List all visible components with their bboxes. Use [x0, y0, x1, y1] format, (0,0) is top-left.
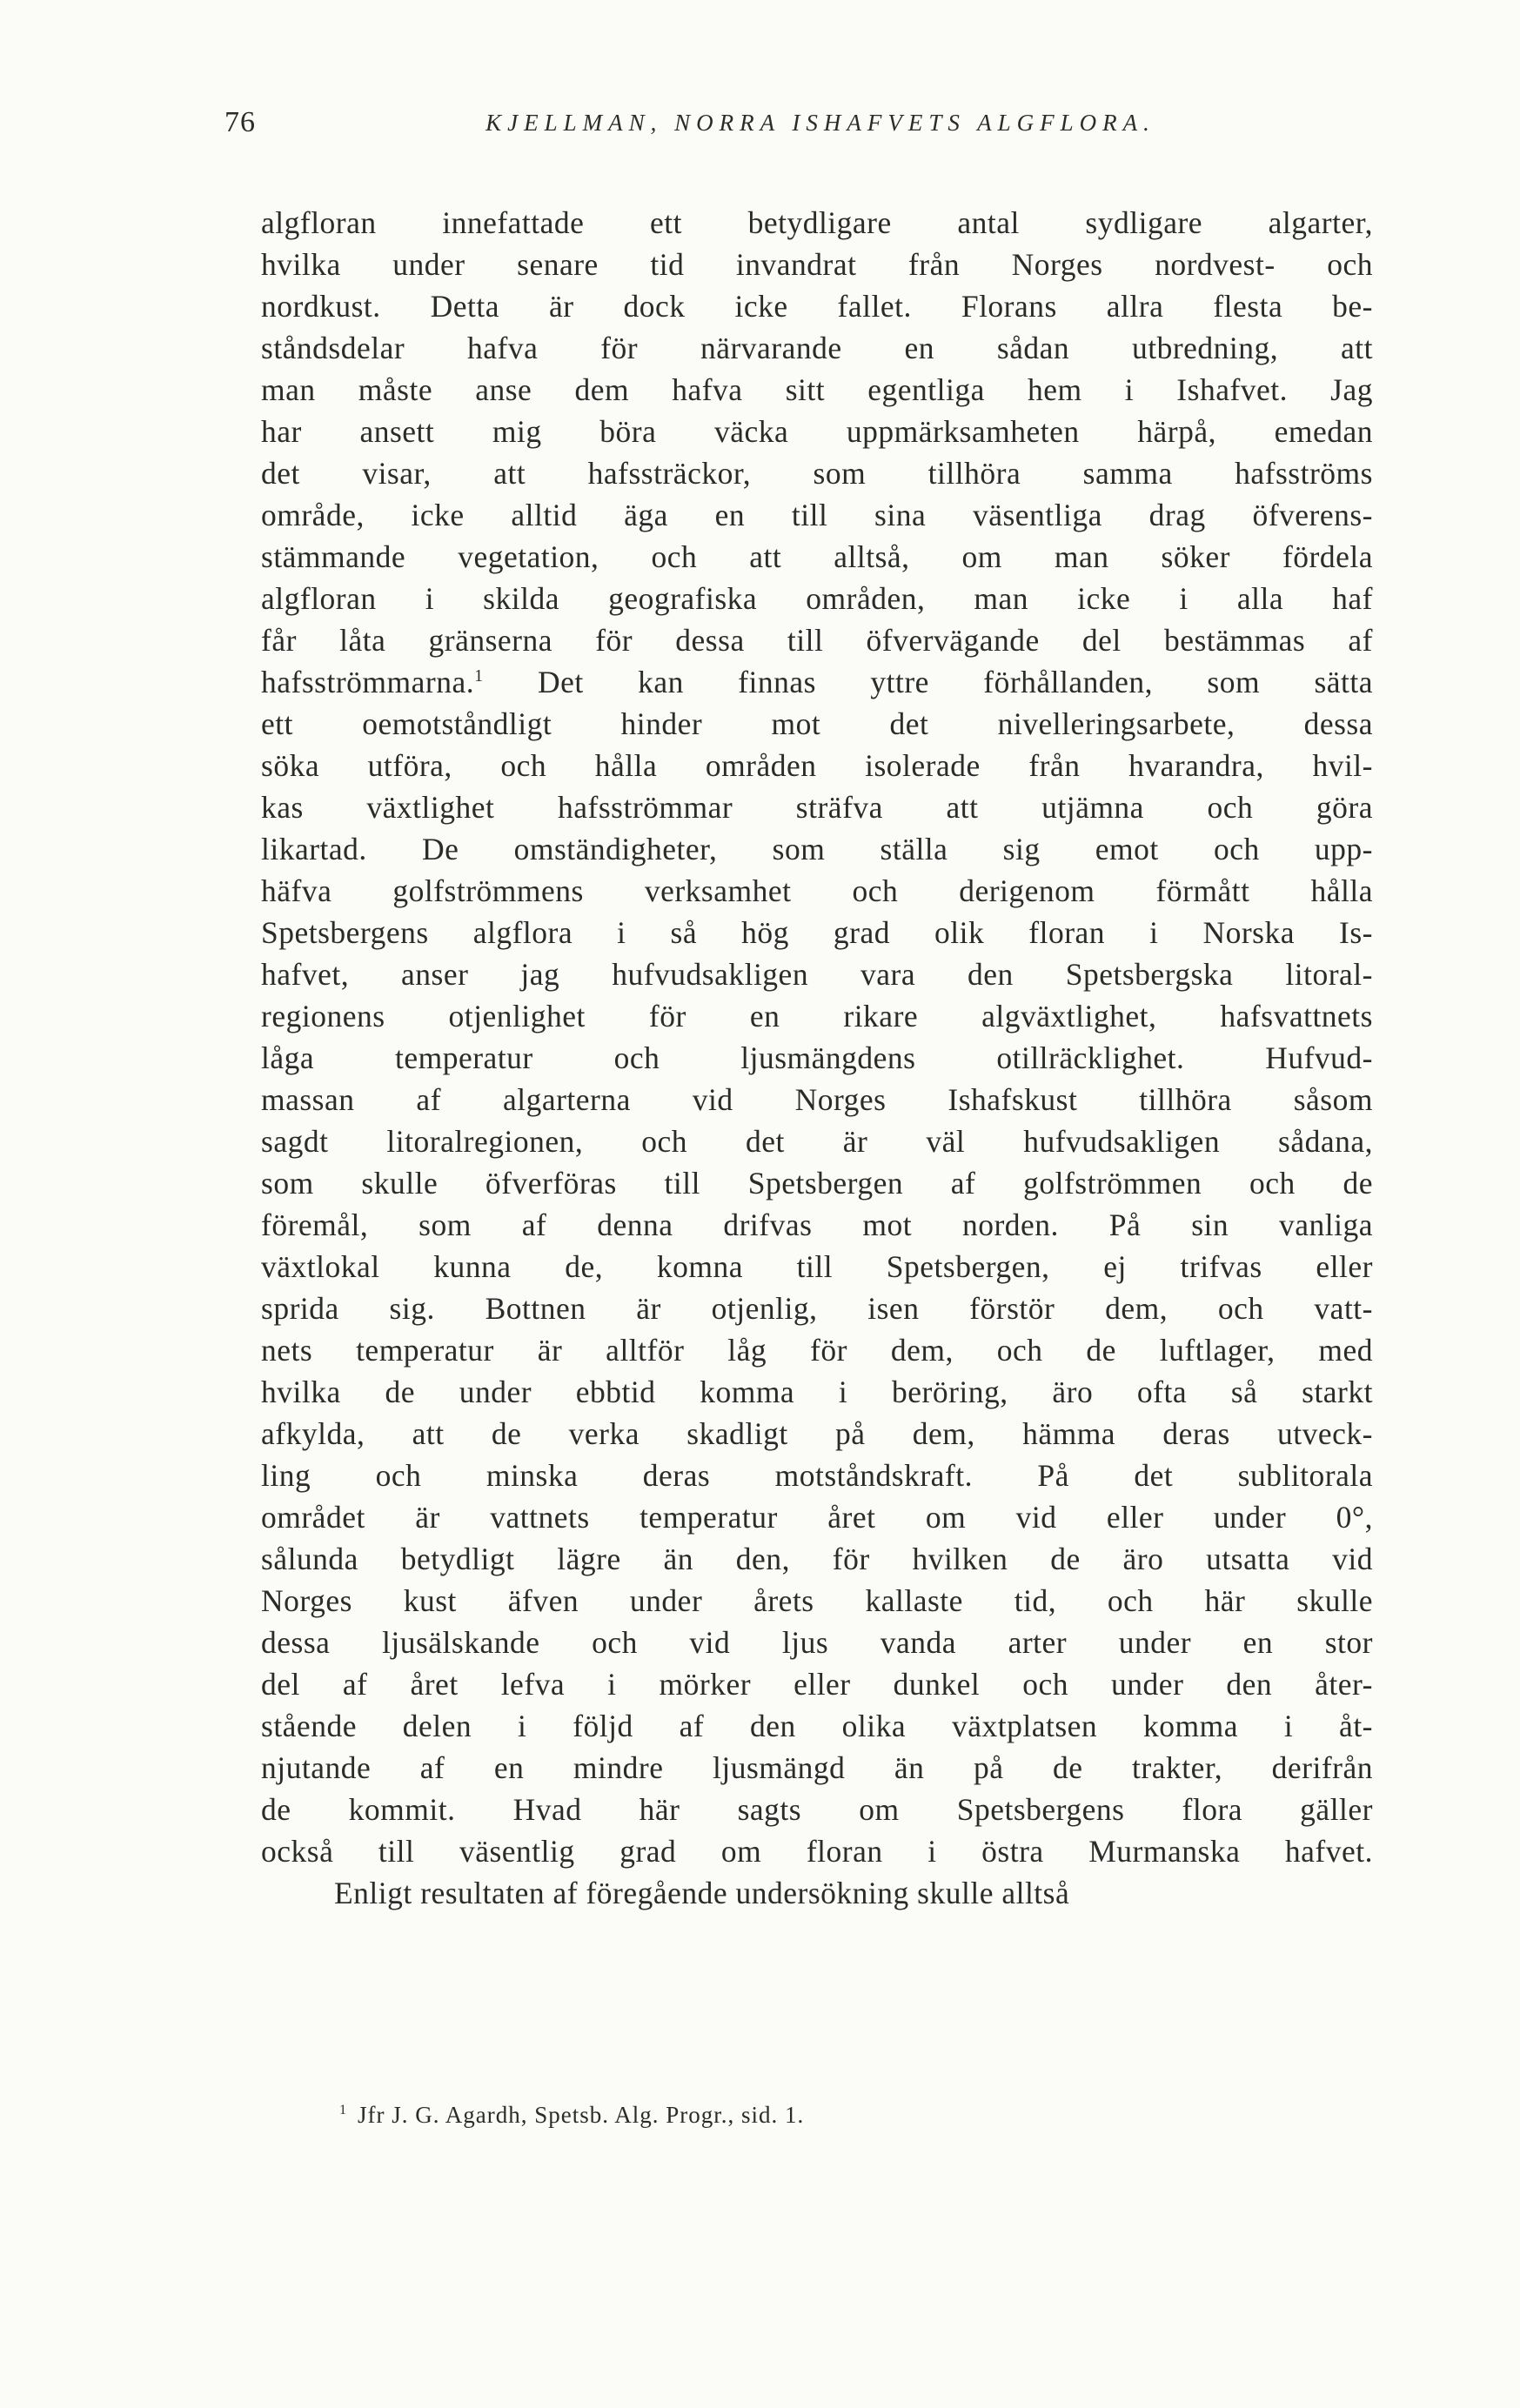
text-line: har ansett mig böra väcka uppmärksamheten härpå, emedan	[261, 414, 1373, 449]
text-line: sprida sig. Bottnen är otjenlig, isen förstör dem, och vatt-	[261, 1291, 1373, 1326]
text-line: de kommit. Hvad här sagts om Spetsbergens flora gäller	[261, 1792, 1373, 1827]
text-line: algfloran i skilda geografiska områden, man icke i alla haf	[261, 581, 1373, 616]
text-line: likartad. De omständigheter, som ställa sig emot och upp-	[261, 832, 1373, 866]
text-line: hvilka de under ebbtid komma i beröring, äro ofta så starkt	[261, 1375, 1373, 1409]
text-line: hvilka under senare tid invandrat från Norges nordvest- och	[261, 247, 1373, 282]
text-line: nordkust. Detta är dock icke fallet. Florans allra flesta be-	[261, 289, 1373, 324]
text-line: som skulle öfverföras till Spetsbergen af golfströmmen och de	[261, 1166, 1373, 1201]
text-line: växtlokal kunna de, komna till Spetsbergen, ej trifvas eller	[261, 1249, 1373, 1284]
page-header	[224, 106, 1373, 150]
running-head: KJELLMAN, NORRA ISHAFVETS ALGFLORA.	[485, 110, 1155, 136]
footnote	[339, 2102, 804, 2129]
text-line: häfva golfströmmens verksamhet och derigenom förmått hålla	[261, 873, 1373, 908]
text-segment: hafsströmmarna.	[261, 665, 475, 699]
text-line: del af året lefva i mörker eller dunkel och under den åter-	[261, 1667, 1373, 1702]
text-line: dessa ljusälskande och vid ljus vanda arter under en stor	[261, 1625, 1373, 1660]
text-line: söka utföra, och hålla områden isolerade från hvarandra, hvil-	[261, 748, 1373, 783]
footnote-marker: 1	[339, 2103, 347, 2117]
text-line: sagdt litoralregionen, och det är väl hufvudsakligen sådana,	[261, 1124, 1373, 1159]
text-segment: Det kan finnas yttre förhållanden, som sätta	[537, 665, 1373, 699]
text-line: område, icke alltid äga en till sina väsentliga drag öfverens-	[261, 498, 1373, 532]
text-line: sålunda betydligt lägre än den, för hvilken de äro utsatta vid	[261, 1542, 1373, 1576]
text-line: njutande af en mindre ljusmängd än på de trakter, derifrån	[261, 1750, 1373, 1785]
text-line: området är vattnets temperatur året om vid eller under 0°,	[261, 1500, 1373, 1535]
text-line: hafvet, anser jag hufvudsakligen vara den Spetsbergska litoral-	[261, 957, 1373, 992]
text-line: föremål, som af denna drifvas mot norden. På sin vanliga	[261, 1207, 1373, 1242]
text-line: Norges kust äfven under årets kallaste tid, och här skulle	[261, 1583, 1373, 1618]
text-line: kas växtlighet hafsströmmar sträfva att utjämna och göra	[261, 790, 1373, 825]
text-line: det visar, att hafssträckor, som tillhöra samma hafsströms	[261, 456, 1373, 491]
text-line: massan af algarterna vid Norges Ishafskust tillhöra såsom	[261, 1082, 1373, 1117]
text-line: stående delen i följd af den olika växtplatsen komma i åt-	[261, 1709, 1373, 1743]
text-line: Spetsbergens algflora i så hög grad olik floran i Norska Is-	[261, 915, 1373, 950]
text-line: får låta gränserna för dessa till öfvervägande del bestämmas af	[261, 623, 1373, 658]
text-line: ståndsdelar hafva för närvarande en sådan utbredning, att	[261, 331, 1373, 365]
footnote-text: Jfr J. G. Agardh, Spetsb. Alg. Progr., sid. 1.	[358, 2102, 805, 2128]
text-line-paragraph-start: Enligt resultaten af föregående undersökning skulle alltså	[334, 1876, 1070, 1910]
text-line: afkylda, att de verka skadligt på dem, hämma deras utveck-	[261, 1416, 1373, 1451]
footnote-reference[interactable]: 1	[474, 666, 484, 686]
text-line: också till väsentlig grad om floran i östra Murmanska hafvet.	[261, 1834, 1373, 1869]
page-number: 76	[224, 106, 256, 138]
text-line: ling och minska deras motståndskraft. På det sublitorala	[261, 1458, 1373, 1493]
text-line-with-footnote	[261, 661, 1373, 703]
text-line: nets temperatur är alltför låg för dem, och de luftlager, med	[261, 1333, 1373, 1368]
text-line: stämmande vegetation, och att alltså, om man söker fördela	[261, 539, 1373, 574]
text-line: regionens otjenlighet för en rikare algväxtlighet, hafsvattnets	[261, 999, 1373, 1033]
text-line: man måste anse dem hafva sitt egentliga hem i Ishafvet. Jag	[261, 372, 1373, 407]
text-line: algfloran innefattade ett betydligare antal sydligare algarter,	[261, 205, 1373, 240]
text-line: ett oemotståndligt hinder mot det nivelleringsarbete, dessa	[261, 706, 1373, 741]
body-text	[261, 202, 1373, 1914]
text-line: låga temperatur och ljusmängdens otillräcklighet. Hufvud-	[261, 1040, 1373, 1075]
